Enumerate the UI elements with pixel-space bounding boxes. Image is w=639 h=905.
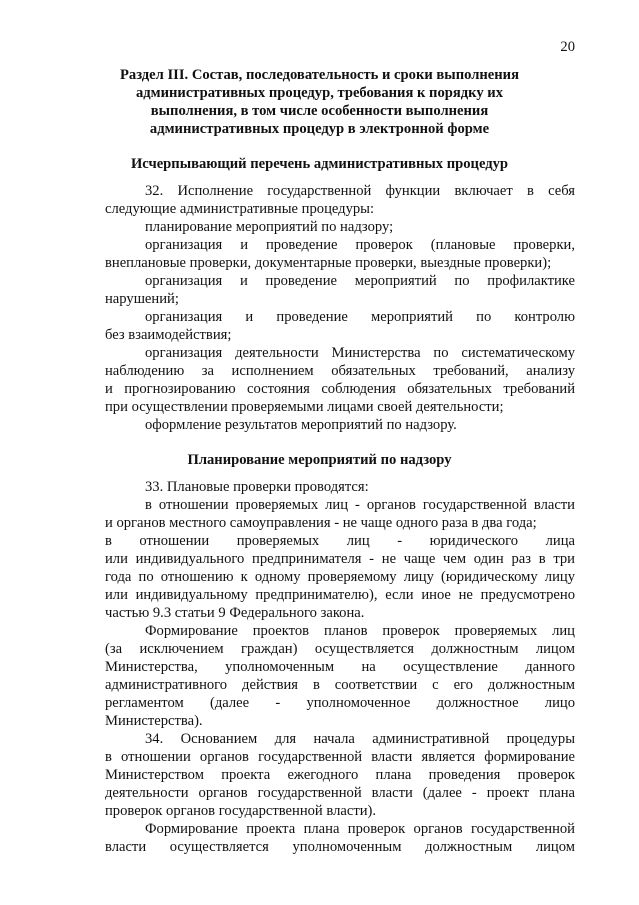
text-line: без взаимодействия;	[105, 327, 232, 343]
text-line: в отношении проверяемых лиц - юридического лица	[105, 533, 575, 549]
text-line: деятельности органов государственной власти (далее - проект плана	[105, 785, 575, 801]
text-line: организация деятельности Министерства по систематическому	[145, 345, 575, 361]
text-line: в отношении проверяемых лиц - органов государственной власти	[145, 497, 575, 513]
section-title-line: административных процедур, требования к порядку их	[135, 85, 504, 101]
text-line: (за исключением граждан) осуществляется должностным лицом	[105, 641, 575, 657]
text-line: Министерства, уполномоченным на осуществление данного	[105, 659, 575, 675]
text-line: при осуществлении проверяемыми лицами своей деятельности;	[105, 399, 504, 415]
text-line: планирование мероприятий по надзору;	[145, 219, 394, 235]
text-line: Формирование проектов планов проверок проверяемых лиц	[145, 623, 575, 639]
section-title-line: Раздел III. Состав, последовательность и сроки выполнения	[119, 67, 519, 83]
text-line: следующие административные процедуры:	[105, 201, 375, 217]
text-line: Министерства).	[105, 713, 203, 729]
text-line: в отношении органов государственной власти является формирование	[105, 749, 575, 765]
text-line: наблюдению за исполнением обязательных требований, анализу	[105, 363, 575, 379]
text-line: или индивидуальному предпринимателю), если иное не предусмотрено	[105, 587, 575, 603]
text-line: организация и проведение мероприятий по профилактике	[145, 273, 575, 289]
text-line: 33. Плановые проверки проводятся:	[145, 479, 369, 495]
heading-planning: Планирование мероприятий по надзору	[187, 452, 452, 468]
text-line: Формирование проекта плана проверок органов государственной	[145, 821, 575, 837]
text-line: организация и проведение мероприятий по контролю	[145, 309, 575, 325]
heading-procedures-list: Исчерпывающий перечень административных процедур	[130, 156, 509, 172]
text-line: 34. Основанием для начала административной процедуры	[145, 731, 575, 747]
text-line: 32. Исполнение государственной функции включает в себя	[145, 183, 575, 199]
text-line: власти осуществляется уполномоченным должностным лицом	[105, 839, 575, 855]
page-number: 20	[560, 39, 575, 55]
text-line: Министерством проекта ежегодного плана проведения проверок	[105, 767, 575, 783]
text-line: регламентом (далее - уполномоченное должностное лицо	[105, 695, 575, 711]
section-title-line: выполнения, в том числе особенности выполнения	[150, 103, 489, 119]
text-line: проверок органов государственной власти).	[105, 803, 377, 819]
text-line: года по отношению к одному проверяемому лицу (юридическому лицу	[105, 569, 575, 585]
text-line: и прогнозированию состояния соблюдения обязательных требований	[105, 381, 575, 397]
text-line: оформление результатов мероприятий по надзору.	[145, 417, 457, 433]
text-line: организация и проведение проверок (плановые проверки,	[145, 237, 575, 253]
text-line: внеплановые проверки, документарные проверки, выездные проверки);	[105, 255, 552, 271]
text-line: нарушений;	[105, 291, 179, 307]
text-line: или индивидуального предпринимателя - не чаще чем один раз в три	[105, 551, 575, 567]
text-line: частью 9.3 статьи 9 Федерального закона.	[105, 605, 365, 621]
text-line: административного действия в соответствии с его должностным	[105, 677, 575, 693]
text-line: и органов местного самоуправления - не чаще одного раза в два года;	[105, 515, 537, 531]
section-title-line: административных процедур в электронной форме	[149, 121, 490, 137]
